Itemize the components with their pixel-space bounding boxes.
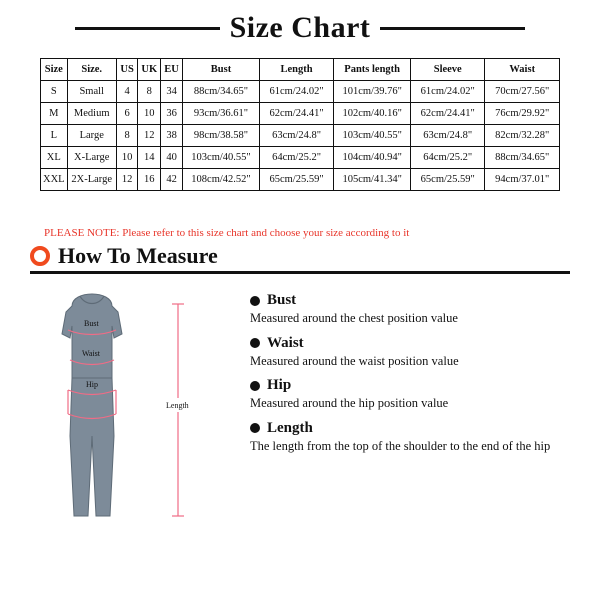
- table-cell: 93cm/36.61": [183, 103, 260, 125]
- table-header-cell: UK: [138, 59, 161, 81]
- title-rule-left: [75, 27, 220, 30]
- table-row: [41, 169, 560, 191]
- list-item: [250, 377, 586, 412]
- figure-label-waist: Waist: [82, 349, 101, 358]
- measurement-figure: [0, 286, 250, 531]
- how-to-measure-title: How To Measure: [58, 243, 218, 268]
- table-cell: 4: [116, 81, 138, 103]
- table-header-row: [41, 59, 560, 81]
- table-cell: S: [41, 81, 68, 103]
- table-row: [41, 103, 560, 125]
- table-cell: 65cm/25.59": [259, 169, 333, 191]
- table-cell: 8: [138, 81, 161, 103]
- measure-desc: The length from the top of the shoulder to the end of the hip: [250, 438, 551, 453]
- list-item: [250, 335, 586, 370]
- bullet-icon: [250, 381, 260, 391]
- table-header-cell: Bust: [183, 59, 260, 81]
- figure-label-bust: Bust: [84, 319, 99, 328]
- table-cell: 105cm/41.34": [334, 169, 411, 191]
- table-cell: 88cm/34.65": [485, 147, 560, 169]
- table-row: [41, 81, 560, 103]
- table-cell: 61cm/24.02": [411, 81, 485, 103]
- table-cell: XXL: [41, 169, 68, 191]
- how-to-measure-body: [0, 286, 600, 531]
- table-cell: Large: [67, 125, 116, 147]
- table-cell: M: [41, 103, 68, 125]
- measure-desc: Measured around the hip position value: [250, 396, 449, 411]
- table-cell: 103cm/40.55": [334, 125, 411, 147]
- page-title-text: Size Chart: [229, 11, 371, 44]
- table-cell: 65cm/25.59": [411, 169, 485, 191]
- measure-title: Bust: [267, 292, 297, 308]
- table-cell: 16: [138, 169, 161, 191]
- table-header-cell: Size: [41, 59, 68, 81]
- table-header-cell: Length: [259, 59, 333, 81]
- table-cell: 62cm/24.41": [259, 103, 333, 125]
- table-cell: XL: [41, 147, 68, 169]
- table-cell: 61cm/24.02": [259, 81, 333, 103]
- bullet-icon: [250, 296, 260, 306]
- table-cell: 12: [138, 125, 161, 147]
- table-cell: 101cm/39.76": [334, 81, 411, 103]
- bullet-icon: [250, 423, 260, 433]
- measure-heading: [250, 420, 586, 437]
- table-cell: 108cm/42.52": [183, 169, 260, 191]
- table-header-cell: EU: [161, 59, 183, 81]
- table-header-cell: Sleeve: [411, 59, 485, 81]
- jumpsuit-figure-svg: [0, 286, 250, 531]
- table-cell: Small: [67, 81, 116, 103]
- measurement-list: [250, 286, 600, 531]
- table-header-cell: US: [116, 59, 138, 81]
- size-table: [40, 58, 560, 191]
- table-cell: 10: [116, 147, 138, 169]
- list-item: [250, 420, 586, 455]
- measure-desc: Measured around the chest position value: [250, 311, 458, 325]
- table-row: [41, 147, 560, 169]
- table-cell: L: [41, 125, 68, 147]
- table-cell: 12: [116, 169, 138, 191]
- measure-heading: [250, 377, 586, 394]
- table-cell: 76cm/29.92": [485, 103, 560, 125]
- table-header-cell: Pants length: [334, 59, 411, 81]
- measure-heading: [250, 335, 586, 352]
- table-cell: 42: [161, 169, 183, 191]
- table-cell: 63cm/24.8": [259, 125, 333, 147]
- measure-desc: Measured around the waist position value: [250, 353, 459, 368]
- table-cell: 6: [116, 103, 138, 125]
- size-note: PLEASE NOTE: Please refer to this size chart and choose your size according to it: [44, 227, 410, 239]
- table-cell: 10: [138, 103, 161, 125]
- measure-title: Hip: [267, 377, 292, 394]
- how-to-measure-header: [30, 243, 600, 269]
- title-rule-right: [380, 27, 525, 30]
- table-cell: 104cm/40.94": [334, 147, 411, 169]
- figure-label-hip: Hip: [86, 380, 98, 389]
- measure-title: Length: [267, 419, 313, 436]
- list-item: [250, 292, 586, 327]
- table-cell: 14: [138, 147, 161, 169]
- table-header-cell: Size.: [67, 59, 116, 81]
- measure-title: Waist: [267, 334, 304, 351]
- measure-heading: [250, 292, 586, 309]
- size-chart-page: [0, 8, 600, 600]
- table-cell: 40: [161, 147, 183, 169]
- table-row: [41, 125, 560, 147]
- table-cell: 98cm/38.58": [183, 125, 260, 147]
- table-cell: 8: [116, 125, 138, 147]
- table-cell: 2X-Large: [67, 169, 116, 191]
- bullet-icon: [250, 338, 260, 348]
- table-cell: 38: [161, 125, 183, 147]
- table-cell: X-Large: [67, 147, 116, 169]
- table-header-cell: Waist: [485, 59, 560, 81]
- table-cell: 34: [161, 81, 183, 103]
- table-cell: 62cm/24.41": [411, 103, 485, 125]
- table-cell: 82cm/32.28": [485, 125, 560, 147]
- table-cell: 103cm/40.55": [183, 147, 260, 169]
- size-table-wrap: [40, 58, 560, 191]
- table-cell: 64cm/25.2": [259, 147, 333, 169]
- table-cell: 102cm/40.16": [334, 103, 411, 125]
- table-cell: 70cm/27.56": [485, 81, 560, 103]
- table-cell: 88cm/34.65": [183, 81, 260, 103]
- page-title: [0, 8, 600, 48]
- figure-label-length: Length: [166, 401, 189, 410]
- how-to-measure-underline: [30, 271, 570, 274]
- ring-icon: [30, 246, 50, 266]
- table-cell: Medium: [67, 103, 116, 125]
- table-cell: 94cm/37.01": [485, 169, 560, 191]
- table-cell: 63cm/24.8": [411, 125, 485, 147]
- table-cell: 36: [161, 103, 183, 125]
- table-cell: 64cm/25.2": [411, 147, 485, 169]
